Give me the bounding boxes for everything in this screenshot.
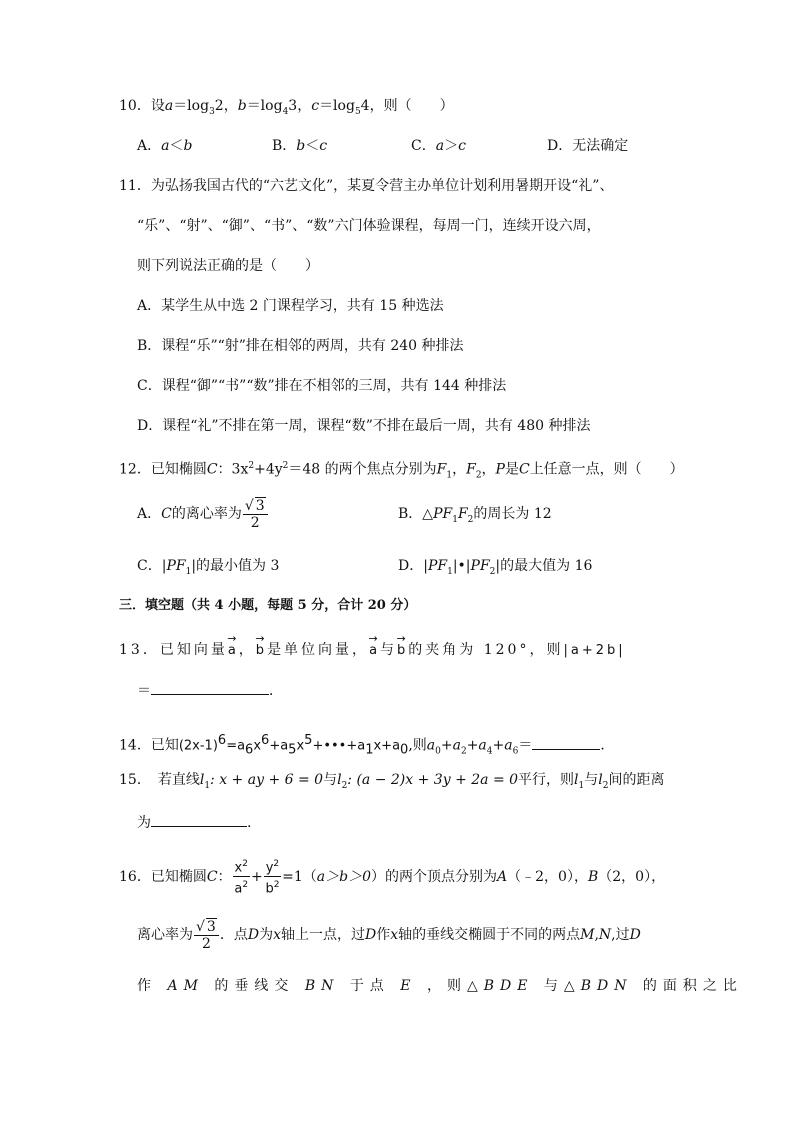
q12-option-d: D．$|PF_1|•|PF_2|$的最大值为 16 bbox=[398, 558, 593, 577]
q10-option-b: B．b＜c bbox=[272, 138, 328, 154]
q11-stem-line1: 11．为弘扬我国古代的“六艺文化”，某夏令营主办单位计划利用暑期开设“礼”、 bbox=[119, 178, 614, 194]
q11-stem-line2: “乐”、“射”、“御”、“书”、“数”六门体验课程，每周一门，连续开设六周， bbox=[137, 218, 601, 234]
q15-answer-line: 为 . bbox=[137, 812, 251, 833]
q11-option-a: A．某学生从中选 2 门课程学习，共有 15 种选法 bbox=[137, 298, 444, 314]
q10-option-c: C．a＞c bbox=[411, 138, 466, 154]
q13-stem: 13．已知向量→ a，→ b是单位向量，→ a与→ b的夹角为 120°，则|a+2b| bbox=[119, 640, 626, 661]
q12-stem: 12．已知椭圆C：$3x^2+4y^2=48$ 的两个焦点分别为$F_1$，$F_2$，P是C上任意一点，则（ ） bbox=[119, 461, 684, 481]
q11-option-c: C．课程“御”“书”“数”排在不相邻的三周，共有 144 种排法 bbox=[137, 378, 507, 394]
q15-stem: 15． 若直线$l_1$: x + ay + 6 = 0与$l_2$: (a − 2)x + 3y + 2a = 0平行，则$l_1$与$l_2$间的距离 bbox=[119, 772, 665, 791]
q16-stem-line3: 作 AM 的垂线交 BN 于点 E ，则△BDE 与△BDN 的面积之比 bbox=[137, 978, 743, 994]
section-title: 三．填空题（共 4 小题，每题 5 分，合计 20 分） bbox=[119, 598, 417, 613]
fraction-x2-over-a2: $\frac{x^2}{a^2}$ bbox=[233, 856, 250, 898]
q16-stem-line1: 16．已知椭圆C： $\frac{x^2}{a^2}$ + $\frac{y^2}{b^2}$ =1（a＞b＞0）的两个顶点分别为A（﹣2，0），B（2，0）， bbox=[119, 856, 665, 898]
q16-stem-line2: 离心率为 $\frac{√ 3}{2}$ ．点D为x轴上一点，过D作x轴的垂线交椭圆于不同的两点M,N,过D bbox=[137, 919, 641, 952]
q10-stem: 10．设$a=\log_32$，$b=\log_43$，$c=\log_54$，则（ ） bbox=[119, 98, 454, 117]
q14-stem: 14．已知$(2x-1)^6=a_6x^6+a_5x^5+•••+a_1x+a_0$,则$a_0+a_2+a_4+a_6=$ ． bbox=[119, 733, 615, 758]
answer-blank[interactable] bbox=[532, 735, 600, 750]
q10-option-a: A．a＜b bbox=[137, 138, 193, 154]
q12-option-a: A．C的离心率为 $\frac{√ 3}{2}$ bbox=[137, 496, 269, 532]
q11-option-d: D．课程“礼”不排在第一周，课程“数”不排在最后一周，共有 480 种排法 bbox=[137, 418, 591, 434]
answer-blank[interactable] bbox=[151, 680, 269, 695]
q12-option-b: B．$\triangle PF_1F_2$的周长为 12 bbox=[398, 506, 552, 525]
q11-option-b: B．课程“乐”“射”排在相邻的两周，共有 240 种排法 bbox=[137, 338, 464, 354]
q10-option-d: D．无法确定 bbox=[547, 138, 629, 154]
fraction-sqrt3-over-2: $\frac{√ 3}{2}$ bbox=[243, 497, 268, 531]
vector-magnitude: |a+2b| bbox=[563, 643, 626, 658]
q13-answer-line: ＝ ． bbox=[137, 680, 283, 701]
answer-blank[interactable] bbox=[151, 812, 247, 827]
fraction-y2-over-b2: $\frac{y^2}{b^2}$ bbox=[264, 856, 281, 898]
fraction-sqrt3-over-2: $\frac{√ 3}{2}$ bbox=[194, 918, 219, 952]
q12-option-c: C．$|PF_1|$的最小值为 3 bbox=[137, 558, 280, 577]
q11-stem-line3: 则下列说法正确的是（ ） bbox=[137, 258, 319, 274]
